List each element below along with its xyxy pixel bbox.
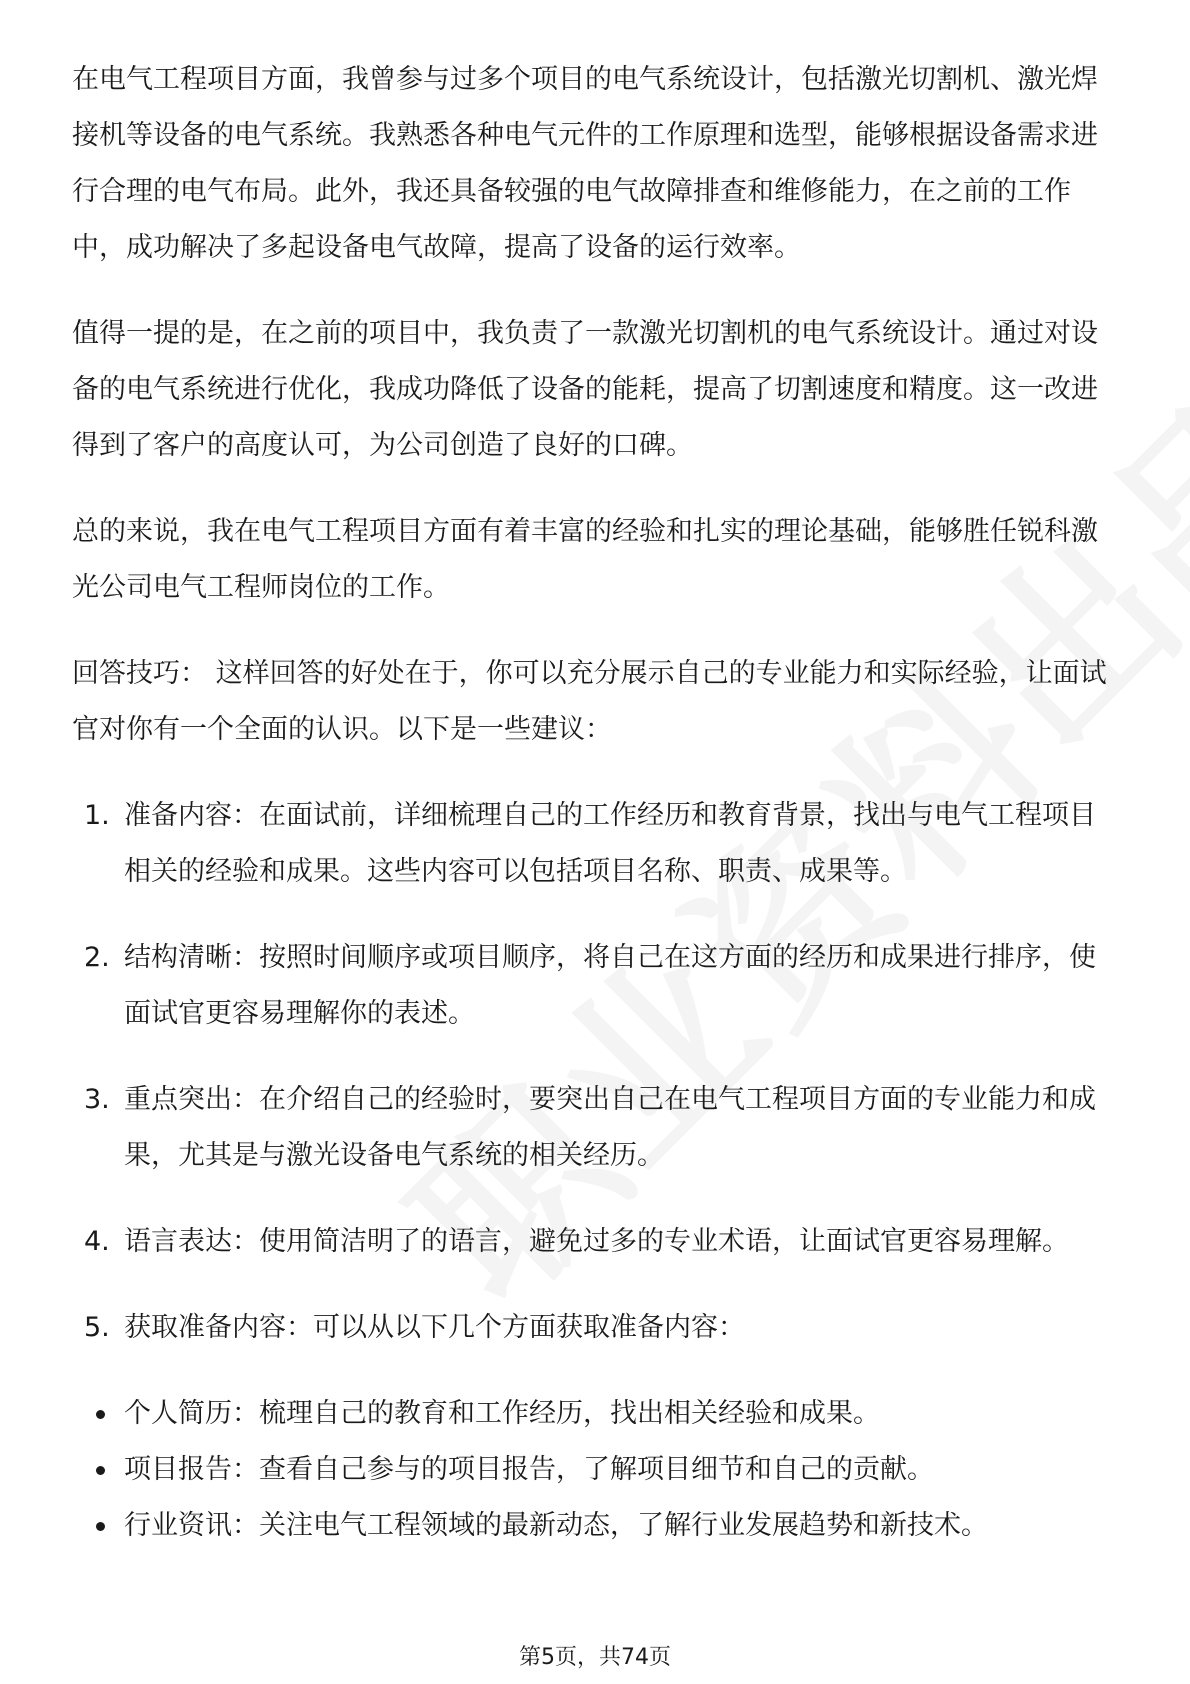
bullet-dot-icon [96, 1522, 105, 1531]
list-item [72, 1300, 1122, 1356]
page-content [72, 52, 1122, 1554]
list-item [72, 788, 1122, 900]
bullet-item [72, 1386, 1122, 1442]
bullet-item [72, 1442, 1122, 1498]
list-item [72, 1072, 1122, 1184]
list-item-text: 准备内容：在面试前，详细梳理自己的工作经历和教育背景，找出与电气工程项目相关的经验和成果。这些内容可以包括项目名称、职责、成果等。 [124, 800, 1096, 887]
list-item [72, 1214, 1122, 1270]
list-number: 4. [84, 1226, 110, 1257]
paragraph-summary: 总的来说，我在电气工程项目方面有着丰富的经验和扎实的理论基础，能够胜任锐科激光公司电气工程师岗位的工作。 [72, 516, 1098, 603]
bullet-list [72, 1386, 1122, 1554]
bullet-text: 项目报告：查看自己参与的项目报告，了解项目细节和自己的贡献。 [124, 1454, 934, 1485]
list-item-text: 语言表达：使用简洁明了的语言，避免过多的专业术语，让面试官更容易理解。 [124, 1226, 1069, 1257]
list-item-text: 重点突出：在介绍自己的经验时，要突出自己在电气工程项目方面的专业能力和成果，尤其是与激光设备电气系统的相关经历。 [124, 1084, 1096, 1171]
bullet-text: 个人简历：梳理自己的教育和工作经历，找出相关经验和成果。 [124, 1398, 880, 1429]
list-item-text: 结构清晰：按照时间顺序或项目顺序，将自己在这方面的经历和成果进行排序，使面试官更容易理解你的表述。 [124, 942, 1096, 1029]
bullet-dot-icon [96, 1410, 105, 1419]
bullet-text: 行业资讯：关注电气工程领域的最新动态，了解行业发展趋势和新技术。 [124, 1510, 988, 1541]
list-number: 1. [84, 800, 110, 831]
list-item-text: 获取准备内容：可以从以下几个方面获取准备内容： [124, 1312, 745, 1343]
paragraph-answer-tips: 回答技巧： 这样回答的好处在于，你可以充分展示自己的专业能力和实际经验，让面试官对你有一个全面的认识。以下是一些建议： [72, 658, 1107, 745]
list-item [72, 930, 1122, 1042]
paragraph-experience: 在电气工程项目方面，我曾参与过多个项目的电气系统设计，包括激光切割机、激光焊接机等设备的电气系统。我熟悉各种电气元件的工作原理和选型，能够根据设备需求进行合理的电气布局。此外，我还具备较强的电气故障排查和维修能力，在之前的工作中，成功解决了多起设备电气故障，提高了设备的运行效率。 [72, 64, 1098, 263]
paragraph-highlight: 值得一提的是，在之前的项目中，我负责了一款激光切割机的电气系统设计。通过对设备的电气系统进行优化，我成功降低了设备的能耗，提高了切割速度和精度。这一改进得到了客户的高度认可，为公司创造了良好的口碑。 [72, 318, 1098, 461]
list-number: 3. [84, 1084, 110, 1115]
bullet-item [72, 1498, 1122, 1554]
bullet-dot-icon [96, 1466, 105, 1475]
page-number-footer: 第5页，共74页 [519, 1645, 671, 1670]
list-number: 5. [84, 1312, 110, 1343]
list-number: 2. [84, 942, 110, 973]
